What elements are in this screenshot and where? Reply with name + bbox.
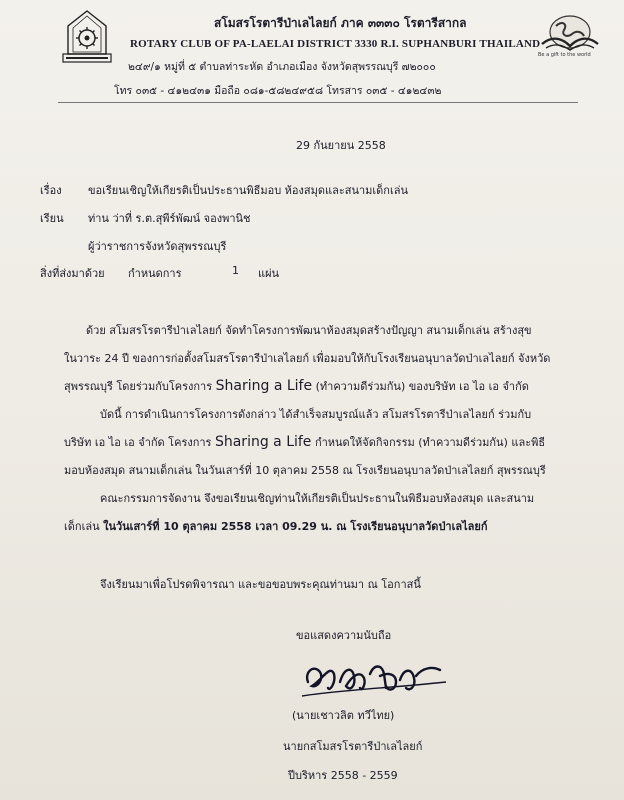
emblem-tagline: Be a gift to the world [538, 52, 591, 58]
signer-position: นายกสโมสรโรตารีป่าเลไลยก์ [283, 740, 423, 753]
letterhead-divider [58, 102, 578, 103]
org-name-english: ROTARY CLUB OF PA-LAELAI DISTRICT 3330 R.I. SUPHANBURI THAILAND [130, 38, 541, 50]
sharing-a-life-project: Sharing a Life [215, 378, 313, 394]
enclosure-label: สิ่งที่ส่งมาด้วย [40, 267, 105, 280]
paragraph1-line2: ในวาระ 24 ปี ของการก่อตั้งสโมสรโรตารีป่าเลไลยก์ เพื่อมอบให้กับโรงเรียนอนุบาลวัดป่าเลไลยก์ จังหวัด [64, 352, 551, 365]
org-name-thai: สโมสรโรตารีป่าเลไลยก์ ภาค ๓๓๓๐ โรตารีสากล [214, 16, 467, 30]
paragraph2-line2-end: กำหนดให้จัดกิจกรรม (ทำความดีร่วมกัน) และพิธี [314, 436, 546, 449]
subject-label: เรื่อง [40, 184, 62, 197]
recipient-name: ท่าน ว่าที่ ร.ต.สุพีร์พัฒน์ จองพานิช [88, 212, 251, 225]
paragraph3-line1: คณะกรรมการจัดงาน จึงขอเรียนเชิญท่านให้เกียรติเป็นประธานในพิธีมอบห้องสมุด และสนาม [100, 492, 535, 505]
closing-text: จึงเรียนมาเพื่อโปรดพิจารณา และขอขอบพระคุณท่านมา ณ โอกาสนี้ [100, 578, 421, 591]
paragraph2-line3: มอบห้องสมุด สนามเด็กเล่น ในวันเสาร์ที่ 10 ตุลาคม 2558 ณ โรงเรียนอนุบาลวัดป่าเลไลยก์ สุพรรณบุรี [64, 464, 546, 477]
paragraph1-line3 [64, 377, 529, 395]
rotary-club-logo [62, 8, 112, 64]
paragraph2-line2-start: บริษัท เอ ไอ เอ จำกัด โครงการ [64, 436, 212, 449]
paragraph1-line3-start: สุพรรณบุรี โดยร่วมกับโครงการ [64, 380, 213, 393]
enclosure-unit: แผ่น [258, 267, 280, 280]
sharing-a-life-project: Sharing a Life [214, 434, 312, 450]
paragraph2-line2 [64, 433, 545, 451]
event-date-time: ในวันเสาร์ที่ 10 ตุลาคม 2558 เวลา 09.29 น. ณ โรงเรียนอนุบาลวัดป่าเลไลยก์ [103, 520, 488, 533]
subject-text: ขอเรียนเชิญให้เกียรติเป็นประธานพิธีมอบ ห้องสมุดและสนามเด็กเล่น [88, 184, 408, 197]
regards-text: ขอแสดงความนับถือ [296, 629, 392, 642]
recipient-label: เรียน [40, 212, 64, 225]
enclosure-count: 1 [232, 264, 239, 277]
paragraph1-line1: ด้วย สโมสรโรตารีป่าเลไลยก์ จัดทำโครงการพัฒนาห้องสมุดสร้างปัญญา สนามเด็กเล่น สร้างสุข [86, 324, 532, 337]
letter-date: 29 กันยายน 2558 [296, 139, 386, 152]
paragraph3-line2 [64, 517, 487, 535]
recipient-title: ผู้ว่าราชการจังหวัดสุพรรณบุรี [88, 240, 227, 253]
enclosure-item: กำหนดการ [128, 267, 182, 280]
paragraph1-line3-end: (ทำความดีร่วมกัน) ของบริษัท เอ ไอ เอ จำกัด [315, 380, 529, 393]
org-contact: โทร ๐๓๕ - ๔๑๒๔๓๑ มือถือ ๐๘๑-๕๘๒๔๙๕๘ โทรสาร ๐๓๕ - ๔๑๒๔๓๒ [114, 85, 442, 97]
org-address: ๒๔๙/๑ หมู่ที่ ๕ ตำบลท่าระหัด อำเภอเมือง จังหวัดสุพรรณบุรี ๗๒๐๐๐ [128, 61, 436, 73]
handwritten-signature [300, 652, 450, 700]
signer-name: (นายเชาวลิต ทวีไทย) [292, 709, 395, 722]
paragraph3-line2-start: เด็กเล่น [64, 520, 100, 533]
paragraph2-line1: บัดนี้ การดำเนินการโครงการดังกล่าว ได้สำเร็จสมบูรณ์แล้ว สโมสรโรตารีป่าเลไลยก์ ร่วมกับ [100, 408, 532, 421]
term-of-office: ปีบริหาร 2558 - 2559 [288, 769, 398, 782]
